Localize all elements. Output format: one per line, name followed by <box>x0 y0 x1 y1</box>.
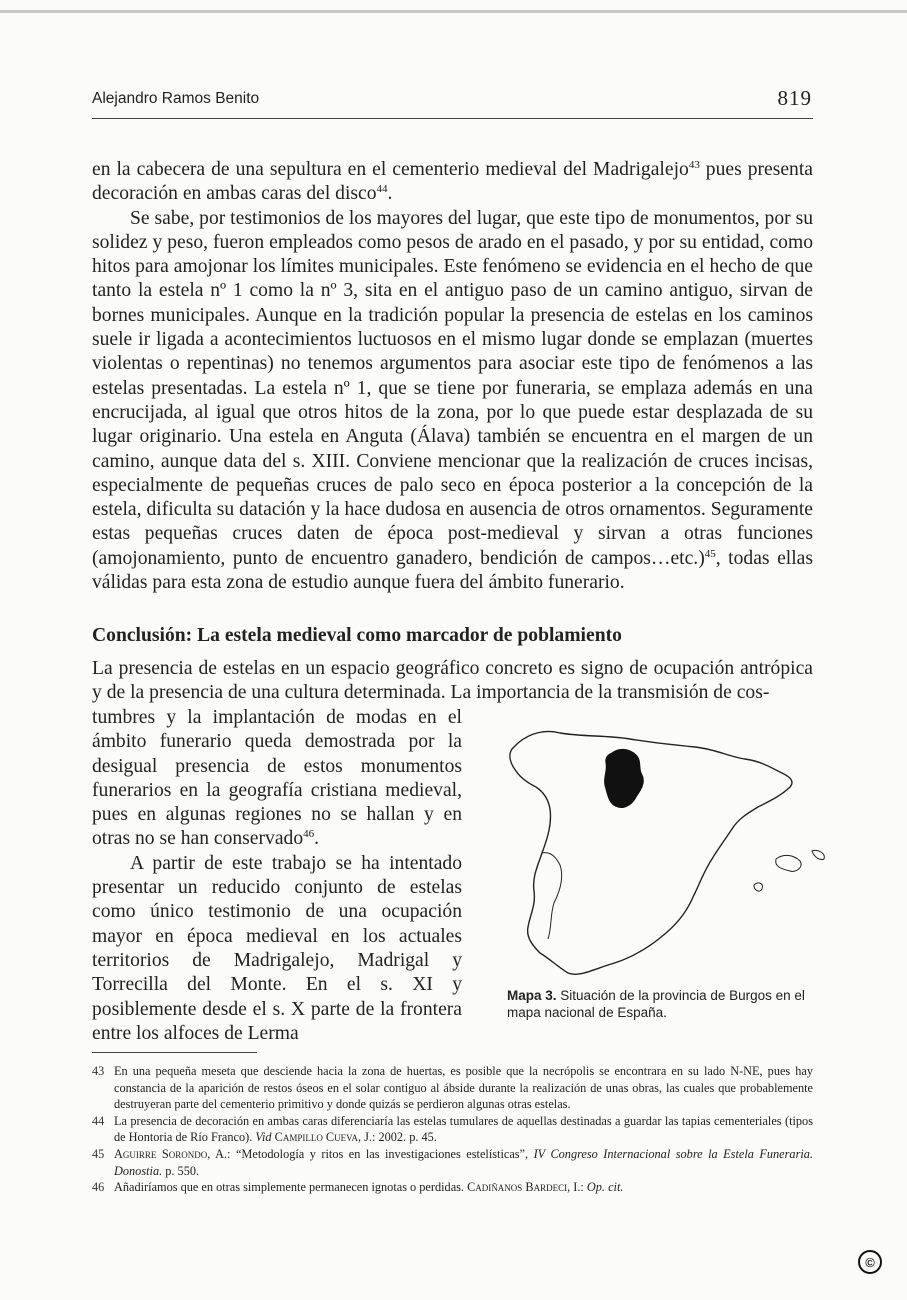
paragraph-1-text-a: en la cabecera de una sepultura en el cementerio medieval del Madrigalejo <box>92 159 689 180</box>
caption-text: Situación de la provincia de Burgos en el mapa nacional de España. <box>507 988 805 1020</box>
footnote-text-a: Añadiríamos que en otras simplemente permanecen ignotas o perdidas. <box>114 1180 468 1195</box>
footnote-text <box>114 1113 813 1146</box>
footnote-vid: Vid <box>255 1130 272 1145</box>
paragraph-1 <box>92 158 813 207</box>
paragraph-2-text-b: , todas ellas válidas para esta zona de estudio aunque fuera del ámbito funerario. <box>92 547 813 594</box>
footnote-author: Cadiñanos Bardeci <box>467 1180 568 1195</box>
header-rule <box>92 118 813 119</box>
spain-map-figure <box>490 715 835 985</box>
paragraph-3-end: . <box>314 828 320 850</box>
paragraph-1-text-b: pues presenta decoración en ambas caras del disco <box>92 159 813 205</box>
paragraph-3-column <box>92 706 462 852</box>
footnote-46 <box>92 1179 813 1196</box>
footnote-number: 43 <box>92 1064 105 1078</box>
paragraph-2-text-a: Se sabe, por testimonios de los mayores del lugar, que este tipo de monumentos, por su solidez y peso, fueron empleados como pesos de arado en el pasado, y por su entidad, como hitos para amojonar los límites municipales. Este fenómeno se evidencia en el hecho de que tanto la estela nº 1 como la nº 3, sita en el antiguo paso de un camino antiguo, sirvan de bornes municipales. Aunque en la tradición popular la presencia de estelas en los caminos suele ir ligada a acontecimientos luctuosos en el mismo lugar donde se emplazan (muertes violentas o repentinas) no tenemos argumentos para asociar este tipo de fenómenos a las estelas presentadas. La estela nº 1, que se tiene por funeraria, se emplaza además en una encrucijada, al igual que otros hitos de la zona, por lo que puede estar desplazada de su lugar originario. Una estela en Anguta (Álava) también se encuentra en el margen de un camino, aunque data del s. XIII. Conviene mencionar que la realización de cruces incisas, especialmente de pequeñas cruces de palo seco en época posterior a la concepción de la estela, dificulta su datación y la hace dudosa en ausencia de otros ornamentos. Seguramente estas pequeñas cruces daten de época post-medieval y sirvan a otras funciones (amojonamiento, punto de encuentro ganadero, bendición de campos…etc.) <box>92 207 813 569</box>
paragraph-1-text-c: . <box>387 183 393 205</box>
body-text-top <box>92 158 813 595</box>
caption-label: Mapa 3. <box>507 988 557 1003</box>
footnote-number: 45 <box>92 1146 105 1161</box>
footnote-title: IV Congreso Internacional sobre la Estela Funeraria. Donostia. <box>114 1146 813 1178</box>
footnote-author: Aguirre Sorondo <box>114 1146 208 1161</box>
footnote-text <box>114 1179 813 1196</box>
paragraph-4: A partir de este trabajo se ha intentado presentar un reducido conjunto de estelas como único testimonio de una ocupación mayor en época medieval en los actuales territorios de Madrigalejo, Madrigal y Torrecilla del Monte. En el s. XI y posiblemente desde el s. X parte de la frontera entre los alfoces de Lerma <box>92 852 462 1044</box>
page-number: 819 <box>777 86 812 110</box>
portugal-border <box>542 853 562 939</box>
conclusion-column-text <box>92 706 462 1046</box>
footnote-opcit: Op. cit. <box>586 1180 624 1195</box>
paragraph-3-full-width: La presencia de estelas en un espacio geográfico concreto es signo de ocupación antrópica y de la presencia de una cultura determinada. La importancia de la transmisión de cos- <box>92 658 813 704</box>
mallorca-island <box>776 855 801 871</box>
ibiza-island <box>754 883 762 891</box>
footnote-text <box>114 1146 813 1179</box>
conclusion-opening <box>92 657 813 706</box>
burgos-province <box>605 749 644 807</box>
footnote-ref-43[interactable]: 43 <box>688 159 700 171</box>
footnote-number: 44 <box>92 1113 105 1128</box>
footnote-text-b: p. 550. <box>162 1163 200 1178</box>
footnote-45 <box>92 1146 813 1179</box>
footnote-number: 46 <box>92 1180 105 1195</box>
footnote-rule <box>92 1052 257 1053</box>
footnote-ref-45[interactable]: 45 <box>704 547 716 560</box>
footnote-text-a: La presencia de decoración en ambas caras diferenciaría las estelas tumulares de aquellas destinadas a guardar las tapias cementeriales (tipos de Hontoria de Río Franco). <box>114 1113 813 1145</box>
footnote-text-b: , J.: 2002. p. 45. <box>357 1130 437 1145</box>
paragraph-2 <box>92 207 813 596</box>
menorca-island <box>812 850 824 859</box>
footnote-44 <box>92 1113 813 1146</box>
top-border-line <box>0 10 907 13</box>
footnote-text-a: , A.: “Metodología y ritos en las investigaciones estelísticas”, <box>207 1146 534 1161</box>
footnote-ref-44[interactable]: 44 <box>376 183 388 196</box>
footnote-ref-46[interactable]: 46 <box>303 828 315 841</box>
copyright-icon: © <box>858 1250 882 1274</box>
running-head-author: Alejandro Ramos Benito <box>92 90 260 107</box>
spain-outline <box>510 731 792 974</box>
paragraph-3-text: tumbres y la implantación de modas en el ámbito funerario queda demostrada por la desigual presencia de estos monumentos funerarios en la geografía cristiana medieval, pues en algunas regiones no se hallan y en otras no se han conservado <box>92 707 462 850</box>
footnote-43 <box>92 1063 813 1113</box>
map-caption <box>507 987 807 1021</box>
footnotes <box>92 1063 813 1196</box>
section-heading: Conclusión: La estela medieval como marcador de poblamiento <box>92 625 622 646</box>
footnote-author: Campillo Cueva <box>274 1130 358 1145</box>
footnote-text: En una pequeña meseta que desciende hacia la zona de huertas, es posible que la necrópolis se encontrara en su lado N-NE, pues hay constancia de la aparición de restos óseos en el solar contiguo al ábside durante la realización de unas obras, las cuales que probablemente destruyeran parte del cementerio primitivo y donde quizás se perdieron algunas otras estelas. <box>114 1064 813 1112</box>
footnote-text-b: , I.: <box>567 1180 587 1195</box>
